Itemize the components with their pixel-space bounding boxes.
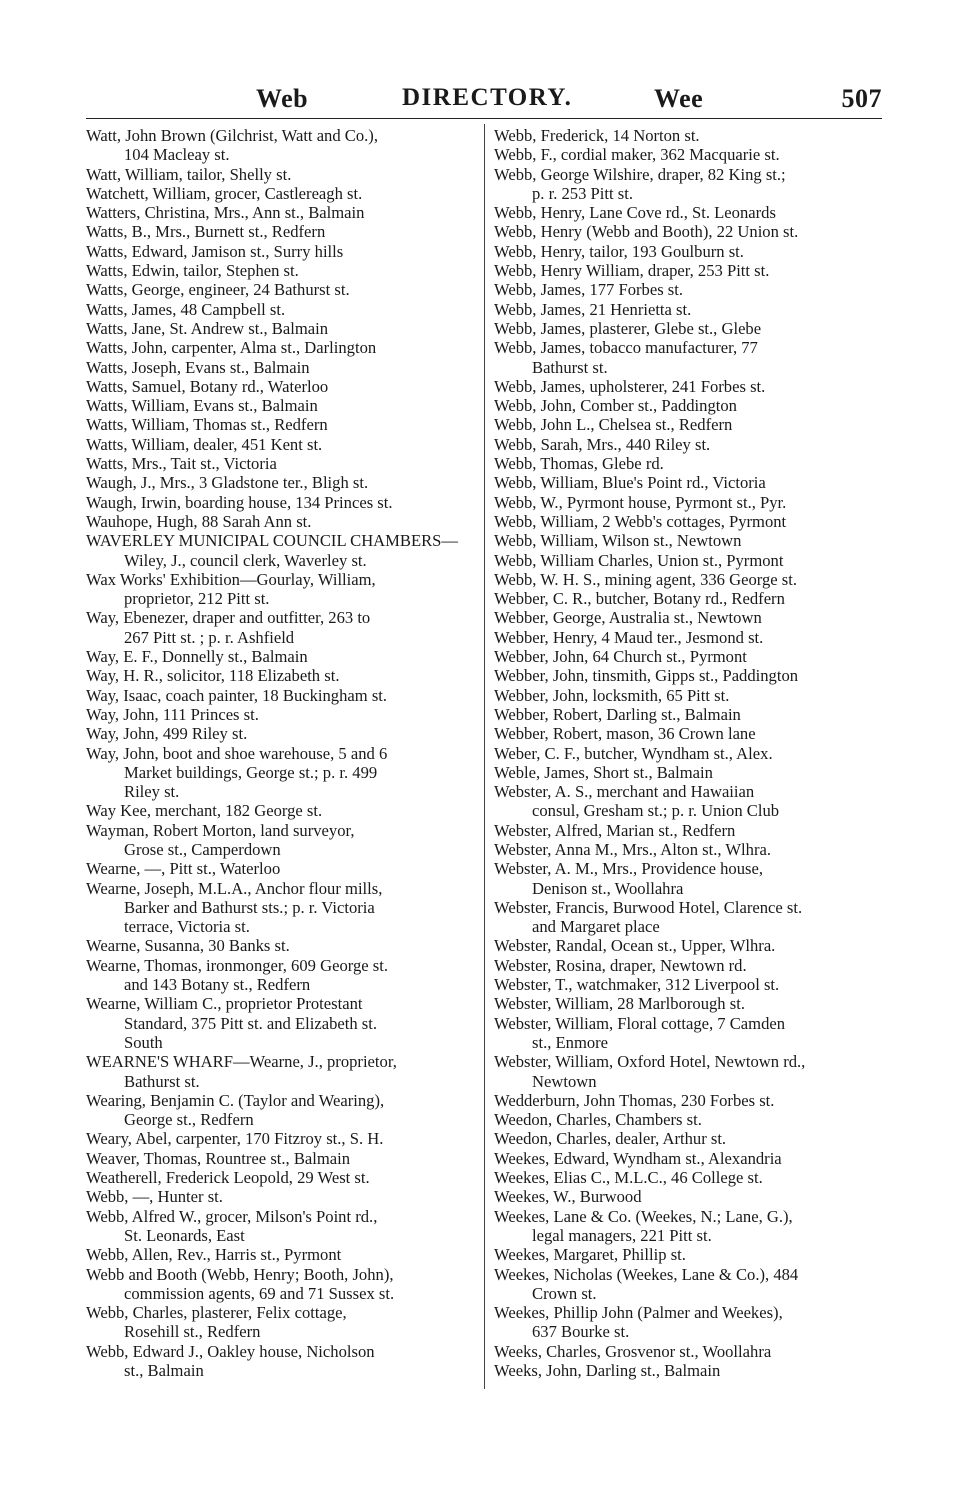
directory-line: Webster, Anna M., Mrs., Alton st., Wlhra.	[494, 839, 771, 859]
directory-line: Webb, Henry (Webb and Booth), 22 Union st.	[494, 222, 799, 242]
directory-line: Webb, Frederick, 14 Norton st.	[494, 126, 700, 145]
directory-line: Webb, William, Wilson st., Newtown	[494, 531, 742, 551]
directory-line: Webster, A. S., merchant and Hawaiian	[494, 782, 755, 802]
directory-line: Webber, John, locksmith, 65 Pitt st.	[494, 685, 730, 705]
directory-line: Weekes, W., Burwood	[494, 1187, 642, 1207]
header-title: DIRECTORY.	[402, 84, 573, 111]
directory-line: Webb, Henry, tailor, 193 Goulburn st.	[494, 241, 744, 261]
directory-line: Webb, Alfred W., grocer, Milson's Point rd.,	[86, 1206, 378, 1226]
directory-line: Weekes, Edward, Wyndham st., Alexandria	[494, 1148, 782, 1168]
right-column	[494, 126, 884, 1380]
directory-line: South	[124, 1032, 163, 1052]
directory-line: Watchett, William, grocer, Castlereagh st.	[86, 183, 363, 203]
directory-line: Way, E. F., Donnelly st., Balmain	[86, 647, 308, 667]
directory-line: Way, John, 499 Riley st.	[86, 724, 248, 744]
directory-line: Wax Works' Exhibition—Gourlay, William,	[86, 569, 376, 589]
directory-line: Watts, William, Thomas st., Redfern	[86, 415, 328, 435]
directory-line: Way, Isaac, coach painter, 18 Buckingham st.	[86, 685, 388, 705]
directory-line: Weekes, Nicholas (Weekes, Lane & Co.), 484	[494, 1264, 799, 1284]
directory-line: Webb, —, Hunter st.	[86, 1187, 223, 1207]
directory-line: Webb, Henry, Lane Cove rd., St. Leonards	[494, 203, 776, 223]
directory-line: Webb, Edward J., Oakley house, Nicholson	[86, 1341, 375, 1361]
directory-line: proprietor, 212 Pitt st.	[124, 589, 270, 609]
directory-line: Wiley, J., council clerk, Waverley st.	[124, 550, 367, 570]
directory-line: Riley st.	[124, 782, 180, 802]
directory-line: George st., Redfern	[124, 1110, 254, 1130]
directory-line: Webb, Henry William, draper, 253 Pitt st.	[494, 261, 770, 281]
directory-line: Webber, George, Australia st., Newtown	[494, 608, 762, 628]
directory-line: consul, Gresham st.; p. r. Union Club	[532, 801, 780, 821]
header-left-guideword: Web	[256, 84, 309, 113]
directory-line: Webb, John, Comber st., Paddington	[494, 396, 737, 416]
directory-line: Webb, William, Blue's Point rd., Victoria	[494, 473, 766, 493]
directory-line: Webb, William Charles, Union st., Pyrmont	[494, 550, 784, 570]
directory-line: and 143 Botany st., Redfern	[124, 975, 311, 995]
directory-line: Webber, Robert, mason, 36 Crown lane	[494, 724, 756, 744]
directory-line: Waugh, J., Mrs., 3 Gladstone ter., Bligh st.	[86, 473, 369, 493]
header-right-guideword: Wee	[654, 84, 704, 113]
directory-line: Watts, William, Evans st., Balmain	[86, 396, 318, 416]
directory-line: Weedon, Charles, dealer, Arthur st.	[494, 1129, 727, 1149]
directory-line: Webster, William, 28 Marlborough st.	[494, 994, 745, 1014]
directory-line: Wearing, Benjamin C. (Taylor and Wearing),	[86, 1090, 385, 1110]
directory-line: Way, John, boot and shoe warehouse, 5 and 6	[86, 743, 388, 763]
directory-line: commission agents, 69 and 71 Sussex st.	[124, 1283, 395, 1303]
directory-line: Denison st., Woollahra	[532, 878, 684, 898]
directory-line: Barker and Bathurst sts.; p. r. Victoria	[124, 897, 375, 917]
directory-line: st., Balmain	[124, 1361, 204, 1380]
directory-line: Weatherell, Frederick Leopold, 29 West st.	[86, 1168, 370, 1188]
directory-line: Waugh, Irwin, boarding house, 134 Princes st.	[86, 492, 393, 512]
directory-line: Weekes, Phillip John (Palmer and Weekes),	[494, 1303, 783, 1323]
directory-line: 104 Macleay st.	[124, 145, 230, 165]
directory-line: Newtown	[532, 1071, 597, 1091]
directory-line: Watts, Joseph, Evans st., Balmain	[86, 357, 310, 377]
directory-line: Wedderburn, John Thomas, 230 Forbes st.	[494, 1090, 775, 1110]
directory-line: Webb, Thomas, Glebe rd.	[494, 454, 664, 474]
directory-line: Watts, Edward, Jamison st., Surry hills	[86, 241, 344, 261]
directory-line: Standard, 375 Pitt st. and Elizabeth st.	[124, 1013, 378, 1033]
directory-line: Crown st.	[532, 1283, 597, 1303]
directory-line: Watts, Edwin, tailor, Stephen st.	[86, 261, 299, 281]
directory-line: Webb, John L., Chelsea st., Redfern	[494, 415, 733, 435]
directory-line: WAVERLEY MUNICIPAL COUNCIL CHAMBERS—	[86, 531, 459, 551]
directory-line: Webb, F., cordial maker, 362 Macquarie st.	[494, 145, 780, 165]
directory-line: Way, Ebenezer, draper and outfitter, 263 to	[86, 608, 371, 628]
directory-line: Webster, Randal, Ocean st., Upper, Wlhra.	[494, 936, 776, 956]
directory-line: Webb, William, 2 Webb's cottages, Pyrmont	[494, 511, 787, 531]
directory-line: Bathurst st.	[124, 1071, 200, 1091]
directory-line: Webster, Francis, Burwood Hotel, Clarence st.	[494, 897, 803, 917]
directory-line: Wayman, Robert Morton, land surveyor,	[86, 820, 355, 840]
directory-line: p. r. 253 Pitt st.	[532, 183, 633, 203]
directory-line: Watts, John, carpenter, Alma st., Darlington	[86, 338, 377, 358]
directory-line: Webber, Robert, Darling st., Balmain	[494, 704, 741, 724]
directory-line: Weekes, Lane & Co. (Weekes, N.; Lane, G.),	[494, 1206, 793, 1226]
directory-line: Watt, William, tailor, Shelly st.	[86, 164, 292, 184]
column-divider	[484, 124, 485, 1389]
directory-line: Webb, George Wilshire, draper, 82 King st.;	[494, 164, 786, 184]
directory-line: Watts, James, 48 Campbell st.	[86, 299, 286, 319]
directory-line: Weekes, Margaret, Phillip st.	[494, 1245, 686, 1265]
directory-line: Webber, Henry, 4 Maud ter., Jesmond st.	[494, 627, 764, 647]
directory-line: Weaver, Thomas, Rountree st., Balmain	[86, 1148, 351, 1168]
directory-line: Webb, W. H. S., mining agent, 336 George st.	[494, 569, 798, 589]
directory-line: Watts, Samuel, Botany rd., Waterloo	[86, 376, 329, 396]
directory-line: Weary, Abel, carpenter, 170 Fitzroy st., S. H.	[86, 1129, 384, 1149]
directory-line: Weber, C. F., butcher, Wyndham st., Alex.	[494, 743, 773, 763]
directory-line: Weekes, Elias C., M.L.C., 46 College st.	[494, 1168, 763, 1188]
directory-line: Webber, John, tinsmith, Gipps st., Paddington	[494, 666, 799, 686]
directory-line: Webb, James, tobacco manufacturer, 77	[494, 338, 758, 358]
directory-line: Webster, Alfred, Marian st., Redfern	[494, 820, 736, 840]
directory-line: Wearne, Joseph, M.L.A., Anchor flour mills,	[86, 878, 383, 898]
directory-line: Watts, George, engineer, 24 Bathurst st.	[86, 280, 350, 300]
directory-line: Watts, Mrs., Tait st., Victoria	[86, 454, 277, 474]
directory-line: terrace, Victoria st.	[124, 917, 250, 937]
directory-line: WEARNE'S WHARF—Wearne, J., proprietor,	[86, 1052, 397, 1072]
directory-line: Weeks, John, Darling st., Balmain	[494, 1361, 721, 1380]
left-column	[86, 126, 474, 1380]
directory-line: Wauhope, Hugh, 88 Sarah Ann st.	[86, 511, 312, 531]
directory-line: 637 Bourke st.	[532, 1322, 630, 1342]
directory-line: Market buildings, George st.; p. r. 499	[124, 762, 378, 782]
directory-line: legal managers, 221 Pitt st.	[532, 1225, 712, 1245]
directory-line: Bathurst st.	[532, 357, 608, 377]
directory-line: Watts, William, dealer, 451 Kent st.	[86, 434, 323, 454]
directory-line: Way, H. R., solicitor, 118 Elizabeth st.	[86, 666, 340, 686]
directory-line: Watts, B., Mrs., Burnett st., Redfern	[86, 222, 326, 242]
directory-line: Watt, John Brown (Gilchrist, Watt and Co.),	[86, 126, 378, 145]
directory-line: Webster, Rosina, draper, Newtown rd.	[494, 955, 747, 975]
directory-line: Webb and Booth (Webb, Henry; Booth, John),	[86, 1264, 394, 1284]
directory-line: Webster, William, Oxford Hotel, Newtown rd.,	[494, 1052, 806, 1072]
directory-line: Webb, James, plasterer, Glebe st., Glebe	[494, 318, 762, 338]
directory-line: Webster, William, Floral cottage, 7 Camden	[494, 1013, 786, 1033]
directory-line: Wearne, —, Pitt st., Waterloo	[86, 859, 281, 879]
directory-line: Webb, Sarah, Mrs., 440 Riley st.	[494, 434, 711, 454]
directory-line: Way Kee, merchant, 182 George st.	[86, 801, 323, 821]
directory-line: Webber, John, 64 Church st., Pyrmont	[494, 647, 747, 667]
directory-line: Grose st., Camperdown	[124, 839, 281, 859]
directory-line: Weble, James, Short st., Balmain	[494, 762, 713, 782]
running-header	[86, 84, 882, 119]
directory-line: Webster, A. M., Mrs., Providence house,	[494, 859, 763, 879]
directory-line: and Margaret place	[532, 917, 660, 937]
directory-line: 267 Pitt st. ; p. r. Ashfield	[124, 627, 295, 647]
directory-line: Watts, Jane, St. Andrew st., Balmain	[86, 318, 329, 338]
directory-line: Wearne, Thomas, ironmonger, 609 George st.	[86, 955, 388, 975]
directory-line: Rosehill st., Redfern	[124, 1322, 261, 1342]
directory-line: Watters, Christina, Mrs., Ann st., Balmain	[86, 203, 365, 223]
directory-line: Webb, W., Pyrmont house, Pyrmont st., Pyr.	[494, 492, 787, 512]
directory-line: Webb, Allen, Rev., Harris st., Pyrmont	[86, 1245, 342, 1265]
directory-line: Webster, T., watchmaker, 312 Liverpool st.	[494, 975, 780, 995]
directory-line: Wearne, Susanna, 30 Banks st.	[86, 936, 290, 956]
directory-line: Weeks, Charles, Grosvenor st., Woollahra	[494, 1341, 772, 1361]
directory-line: Weedon, Charles, Chambers st.	[494, 1110, 702, 1130]
page-number: 507	[841, 84, 882, 113]
directory-line: st., Enmore	[532, 1032, 609, 1052]
directory-line: Webb, James, upholsterer, 241 Forbes st.	[494, 376, 766, 396]
directory-line: Webb, Charles, plasterer, Felix cottage,	[86, 1303, 347, 1323]
directory-line: Webb, James, 21 Henrietta st.	[494, 299, 692, 319]
directory-line: Webber, C. R., butcher, Botany rd., Redfern	[494, 589, 785, 609]
directory-line: Webb, James, 177 Forbes st.	[494, 280, 684, 300]
directory-line: Way, John, 111 Princes st.	[86, 704, 259, 724]
directory-line: Wearne, William C., proprietor Protestant	[86, 994, 363, 1014]
directory-line: St. Leonards, East	[124, 1225, 245, 1245]
